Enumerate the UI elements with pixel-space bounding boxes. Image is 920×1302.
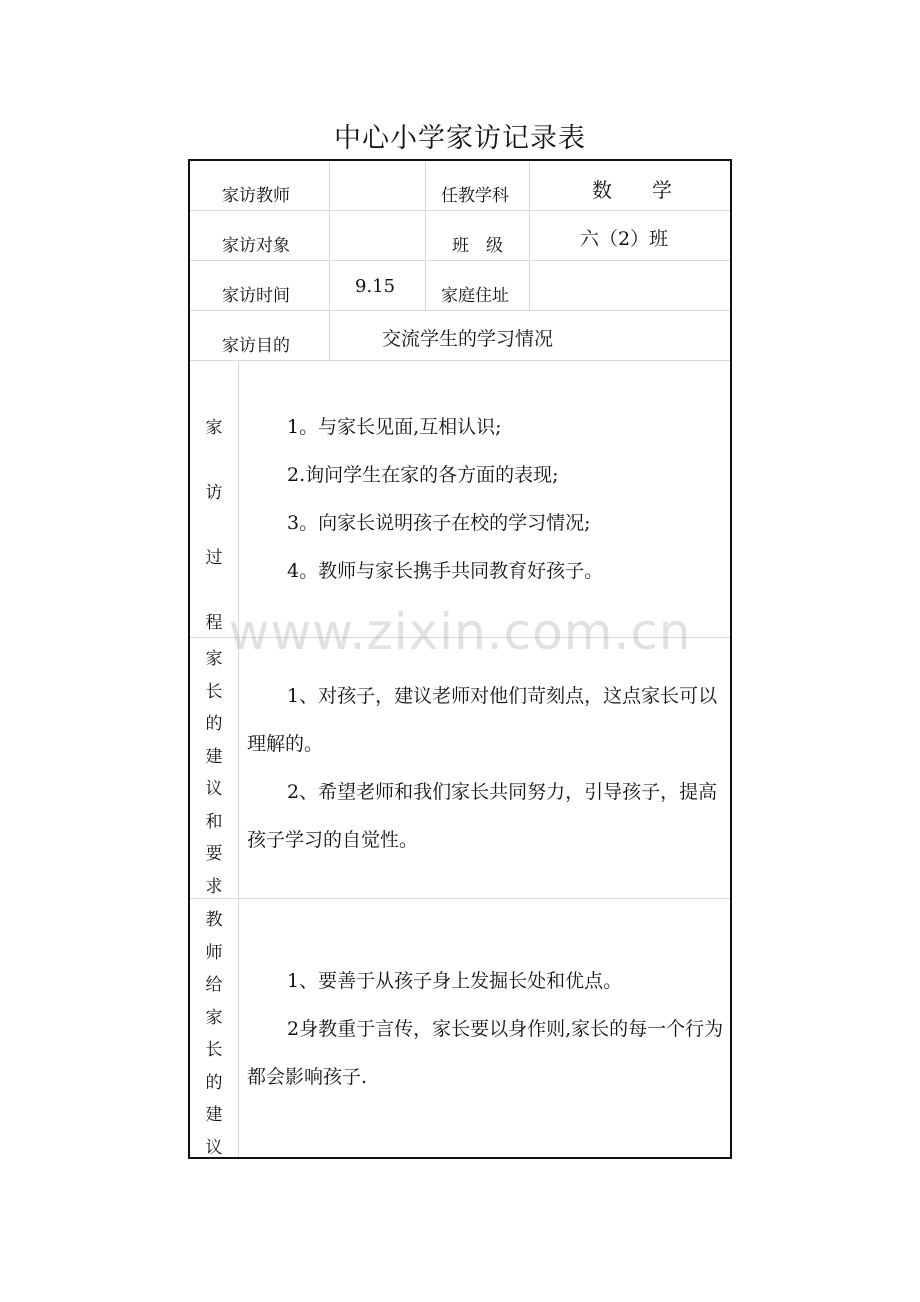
row-divider xyxy=(190,210,730,211)
teacher-label-char: 的 xyxy=(205,1072,223,1093)
row-divider xyxy=(190,898,730,899)
parent-label-char: 长 xyxy=(205,681,223,702)
teacher-label-char: 建 xyxy=(205,1105,223,1125)
teacher-suggestion-item: 2身教重于言传，家长要以身作则,家长的每一个行为都会影响孩子. xyxy=(247,1018,724,1088)
col-divider xyxy=(425,161,426,310)
parent-label-char: 和 xyxy=(205,811,223,832)
teacher-suggestions-list xyxy=(247,957,727,1101)
time-label: 家访时间 xyxy=(222,286,290,306)
teacher-label-char: 长 xyxy=(205,1040,223,1060)
process-label-char: 访 xyxy=(205,483,223,503)
teacher-suggestion-item: 1、要善于从孩子身上发掘长处和优点。 xyxy=(287,970,623,992)
teacher-label-char: 给 xyxy=(205,975,223,995)
row-divider xyxy=(190,637,730,638)
parent-label-char: 议 xyxy=(205,779,223,799)
parent-label-char: 家 xyxy=(205,649,223,669)
parent-suggestions-label xyxy=(190,643,238,903)
address-label: 家庭住址 xyxy=(441,286,509,306)
col-divider xyxy=(238,360,239,1157)
subject-label: 任教学科 xyxy=(441,186,509,206)
student-label: 家访对象 xyxy=(222,236,290,256)
process-label xyxy=(190,396,238,656)
class-value: 六（2）班 xyxy=(580,228,669,250)
parent-label-char: 的 xyxy=(205,714,223,734)
parent-suggestion-item: 1、对孩子，建议老师对他们苛刻点，这点家长可以理解的。 xyxy=(247,685,718,755)
row-divider xyxy=(190,310,730,311)
col-divider xyxy=(529,161,530,310)
process-label-char: 家 xyxy=(205,418,223,438)
purpose-value: 交流学生的学习情况 xyxy=(382,328,554,350)
parent-suggestions-list xyxy=(247,672,727,864)
record-table xyxy=(188,159,732,1159)
watermark: www.zixin.com.cn xyxy=(228,603,692,661)
teacher-suggestions-label xyxy=(190,904,238,1164)
teacher-label-char: 教 xyxy=(205,910,223,930)
parent-suggestion-item: 2、希望老师和我们家长共同努力，引导孩子，提高孩子学习的自觉性。 xyxy=(247,781,718,851)
process-label-char: 程 xyxy=(205,613,223,633)
teacher-label: 家访教师 xyxy=(222,186,290,206)
parent-label-char: 求 xyxy=(205,876,223,897)
row-divider xyxy=(190,260,730,261)
process-item: 2.询问学生在家的各方面的表现; xyxy=(287,464,559,486)
col-divider xyxy=(329,161,330,360)
teacher-label-char: 师 xyxy=(205,942,223,963)
teacher-label-char: 议 xyxy=(205,1137,223,1158)
process-label-char: 过 xyxy=(205,548,223,568)
process-list xyxy=(247,403,725,595)
time-value: 9.15 xyxy=(355,276,396,297)
purpose-label: 家访目的 xyxy=(222,336,290,356)
teacher-label-char: 家 xyxy=(205,1007,223,1028)
parent-label-char: 要 xyxy=(205,844,223,864)
class-label: 班 级 xyxy=(452,236,503,256)
process-item: 1。与家长见面,互相认识; xyxy=(287,416,502,438)
process-item: 3。向家长说明孩子在校的学习情况; xyxy=(287,512,591,534)
parent-label-char: 建 xyxy=(205,746,223,767)
page-title: 中心小学家访记录表 xyxy=(334,123,586,154)
subject-value: 数 学 xyxy=(592,178,672,202)
row-divider xyxy=(190,360,730,361)
process-item: 4。教师与家长携手共同教育好孩子。 xyxy=(287,560,604,582)
